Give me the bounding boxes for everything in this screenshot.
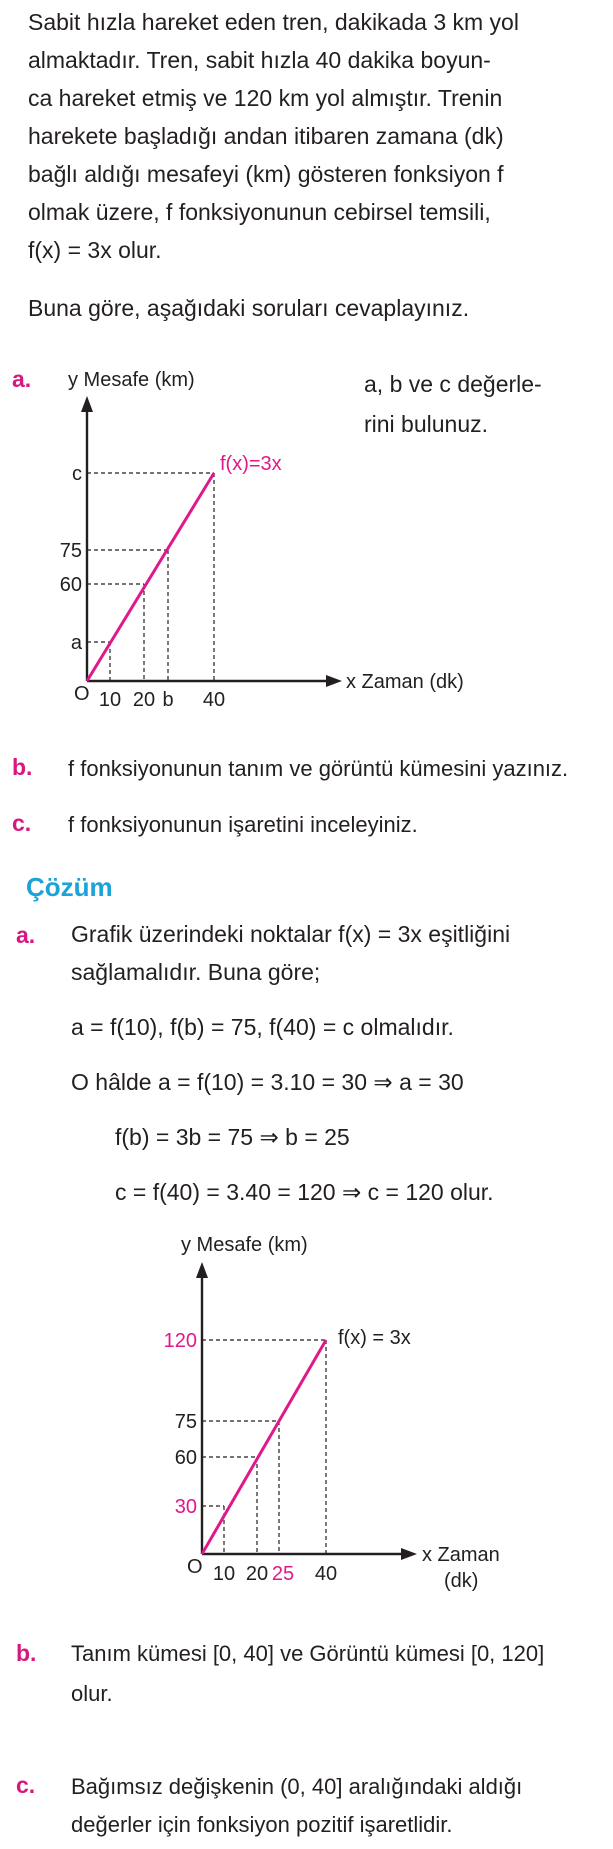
- graph1-x-tick: 20: [132, 689, 156, 711]
- graph2-origin: O: [187, 1556, 203, 1578]
- problem-line: bağlı aldığı mesafeyi (km) gösteren fonksiyon f: [28, 161, 504, 187]
- graph2-function-label: f(x) = 3x: [338, 1327, 411, 1349]
- graph2-x-tick: 25: [271, 1563, 295, 1585]
- graph1-y-arrow-icon: [81, 396, 93, 412]
- graph2-x-arrow-icon: [401, 1548, 417, 1560]
- question-a-line2: rini bulunuz.: [364, 411, 489, 437]
- solution-c-line2: değerler için fonksiyon pozitif işaretlidir.: [71, 1812, 453, 1837]
- graph2-y-tick: 60: [174, 1447, 197, 1469]
- graph2-y-arrow-icon: [196, 1262, 208, 1278]
- solution-b-line2: olur.: [71, 1681, 113, 1706]
- graph2-y-tick: 75: [174, 1411, 197, 1433]
- graph1-y-label: y Mesafe (km): [68, 369, 195, 391]
- instruction: Buna göre, aşağıdaki soruları cevaplayınız.: [28, 295, 470, 321]
- graph1-y-tick: 60: [59, 574, 82, 596]
- graph2-x-tick: 10: [212, 1563, 236, 1585]
- question-b-label: b.: [12, 754, 33, 780]
- graph2-x-unit: (dk): [444, 1570, 479, 1592]
- solution-c-line1: Bağımsız değişkenin (0, 40] aralığındaki aldığı: [71, 1774, 523, 1799]
- graph1-x-label: x Zaman (dk): [346, 671, 464, 693]
- solution-heading: Çözüm: [26, 872, 113, 902]
- graph2-x-tick: 40: [314, 1563, 338, 1585]
- problem-line: almaktadır. Tren, sabit hızla 40 dakika boyun-: [28, 47, 491, 73]
- graph1-x-tick: 10: [98, 689, 122, 711]
- solution-a-label: a.: [16, 922, 36, 948]
- graph1-function-line: [87, 473, 214, 681]
- graph1-origin: O: [74, 683, 90, 705]
- graph2-y-tick: 120: [163, 1330, 197, 1352]
- graph1-y-tick: c: [72, 463, 82, 485]
- graph2-y-label: y Mesafe (km): [181, 1234, 308, 1256]
- solution-a-line: O hâlde a = f(10) = 3.10 = 30 ⇒ a = 30: [71, 1069, 464, 1095]
- question-c-label: c.: [12, 810, 32, 836]
- problem-line: harekete başladığı andan itibaren zamana (dk): [28, 123, 504, 149]
- graph2-function-line: [202, 1340, 326, 1554]
- problem-line: Sabit hızla hareket eden tren, dakikada 3 km yol: [28, 9, 519, 35]
- solution-a-line: sağlamalıdır. Buna göre;: [71, 959, 321, 985]
- solution-c-label: c.: [16, 1772, 36, 1798]
- graph1-function-label: f(x)=3x: [220, 453, 282, 475]
- graph1-x-tick: 40: [202, 689, 226, 711]
- solution-a-line: Grafik üzerindeki noktalar f(x) = 3x eşitliğini: [71, 921, 511, 947]
- problem-line: olmak üzere, f fonksiyonunun cebirsel temsili,: [28, 199, 491, 225]
- solution-b-line1: Tanım kümesi [0, 40] ve Görüntü kümesi [0, 120]: [71, 1641, 545, 1666]
- solution-a-line: f(b) = 3b = 75 ⇒ b = 25: [115, 1124, 350, 1150]
- question-a-label: a.: [12, 366, 32, 392]
- graph1-y-tick: 75: [59, 540, 82, 562]
- question-b-text: f fonksiyonunun tanım ve görüntü kümesini yazınız.: [68, 756, 569, 781]
- graph2-x-label: x Zaman: [422, 1544, 500, 1566]
- solution-a-line: a = f(10), f(b) = 75, f(40) = c olmalıdır.: [71, 1014, 454, 1040]
- graph1-y-tick: a: [70, 632, 82, 654]
- graph1-x-tick: b: [162, 689, 174, 711]
- graph1-x-arrow-icon: [326, 675, 342, 687]
- graph2-y-tick: 30: [174, 1496, 197, 1518]
- problem-line: ca hareket etmiş ve 120 km yol almıştır. Trenin: [28, 85, 503, 111]
- solution-a-line: c = f(40) = 3.40 = 120 ⇒ c = 120 olur.: [115, 1179, 494, 1205]
- question-a-line1: a, b ve c değerle-: [364, 371, 542, 397]
- solution-b-label: b.: [16, 1640, 37, 1666]
- question-c-text: f fonksiyonunun işaretini inceleyiniz.: [68, 812, 418, 837]
- problem-line: f(x) = 3x olur.: [28, 237, 162, 263]
- graph2-x-tick: 20: [245, 1563, 269, 1585]
